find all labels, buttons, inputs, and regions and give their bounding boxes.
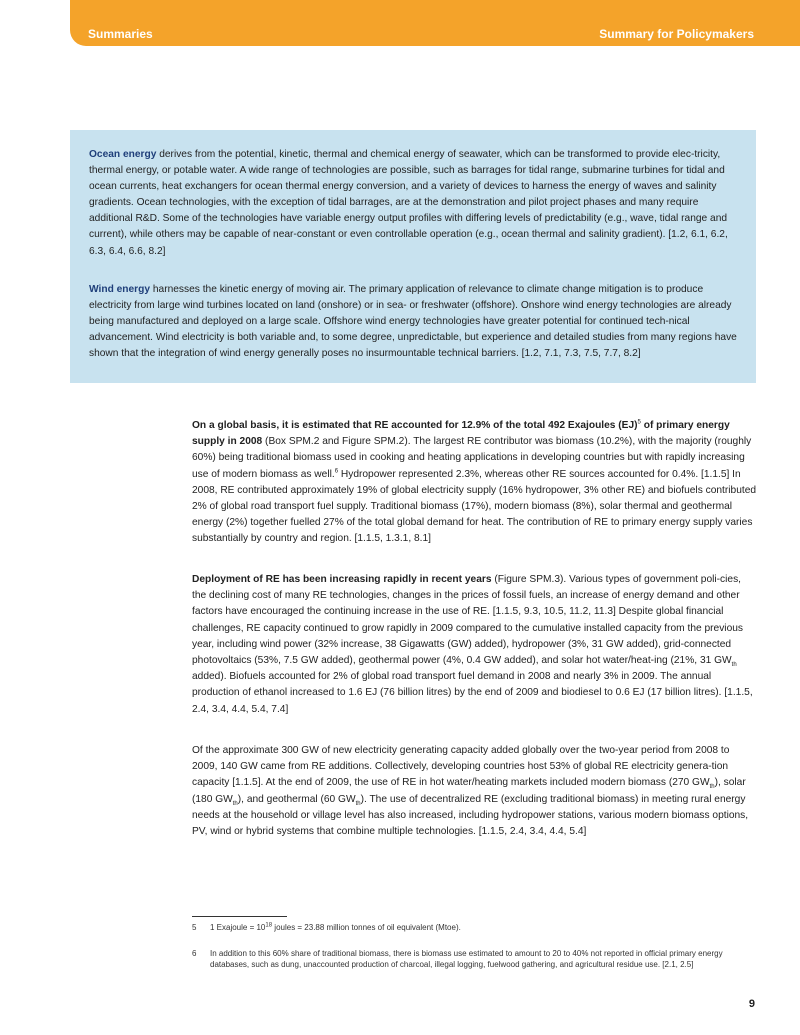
global-share-lead-a: On a global basis, it is estimated that RE accounted for 12.9% of the total 492 Exajoules (EJ) [192, 420, 638, 431]
deployment-text-b: added). Biofuels accounted for 2% of global road transport fuel demand in 2008 and nearly 3% in 2009. The annual production of ethanol increased to 1.6 EJ (76 billion litres) by the end of 2009 and biodiesel to 0.6 EJ (17 billion litres). [1.1.5, 2.4, 3.4, 4.4, 5.4, 7.4] [192, 671, 753, 715]
deployment-lead: Deployment of RE has been increasing rapidly in recent years [192, 574, 492, 585]
footnote-text-b: joules = 23.88 million tonnes of oil equivalent (Mtoe). [272, 923, 461, 932]
page-number: 9 [748, 998, 755, 1010]
footnote-number: 5 [192, 923, 197, 932]
global-share-text-a: (Box SPM.2 and Figure SPM.2). The largest RE contributor was biomass (10.2%), with the majority (roughly 60%) being traditional biomass used in cooking and heating applications in developing countries but with rapidly increasing use of modern biomass as well. [192, 436, 752, 480]
running-header [70, 0, 800, 46]
exponent: 18 [265, 922, 273, 929]
wind-energy-text: harnesses the kinetic energy of moving air. The primary application of relevance to climate change mitigation is to produce electricity from large wind turbines located on land (onshore) or in sea- or freshwater (offshore). Onshore wind energy technologies are already being manufactured and deployed on a large scale. Offshore wind energy technologies have greater potential for continued tech-nical advancement. Wind electricity is both variable and, to some degree, unpredictable, but experience and detailed studies from many regions have shown that the integration of wind energy generally poses no insurmountable technical barriers. [1.2, 7.1, 7.3, 7.5, 7.7, 8.2] [89, 284, 737, 360]
deployment-paragraph [192, 572, 757, 718]
capacity-text-c: ), and geothermal (60 GW [237, 793, 356, 805]
ocean-energy-paragraph [89, 147, 739, 260]
thermal-subscript: th [709, 784, 715, 791]
footnote-text-a: 1 Exajoule = 10 [210, 923, 266, 932]
footnote-text [210, 922, 757, 933]
footnote-ref-6: 6 [334, 468, 339, 475]
footnote-ref-5: 5 [637, 419, 641, 426]
thermal-subscript: th [355, 800, 361, 807]
footnote-text: In addition to this 60% share of traditional biomass, there is biomass use estimated to amount to 20 to 40% not reported in official primary energy databases, such as dung, unaccounted production of charcoal, illegal logging, fuelwood gathering, and agricultural residue use. [2.1, 2.5] [210, 949, 723, 969]
header-section-label: Summaries [88, 27, 153, 41]
footnote-divider [192, 916, 287, 917]
ocean-energy-term: Ocean energy [89, 149, 157, 160]
wind-energy-term: Wind energy [89, 284, 151, 295]
footnote-number: 6 [192, 949, 197, 958]
thermal-subscript: th [731, 662, 737, 669]
global-share-paragraph [192, 418, 757, 548]
technology-summary-box [70, 130, 756, 383]
capacity-text-a: Of the approximate 300 GW of new electricity generating capacity added globally over the two-year period from 2008 to 2009, 140 GW came from RE additions. Collectively, developing countries host 53% of global RE electricity genera-tion capacity [1.1.5]. At the end of 2009, the use of RE in hot water/heating markets included modern biomass (270 GW [192, 745, 730, 789]
capacity-text-d: ). The use of decentralized RE (excluding traditional biomass) in meeting rural energy needs at the household or village level has also increased, including hydropower stations, various modern biomass options, PV, wind or hybrid systems that combine multiple technologies. [1.1.5, 2.4, 3.4, 4.4, 5.4] [192, 793, 749, 838]
global-share-lead-b: of primary energy supply in 2008 [192, 420, 730, 448]
capacity-text-b: ), solar (180 GW [192, 777, 746, 805]
capacity-paragraph [192, 743, 757, 840]
thermal-subscript: th [232, 800, 238, 807]
global-share-text-b: Hydropower represented 2.3%, whereas other RE sources accounted for 0.4%. [1.1.5] In 2008, RE contributed approximately 19% of global electricity supply (16% hydropower, 3% other RE) and biofuels contributed 2% of global road transport fuel supply. Traditional biomass (17%), modern biomass (8%), solar thermal and geothermal energy (2%) together fuelled 27% of the total global demand for heat. The contribution of RE to primary energy supply varies substantially by country and region. [1.1.5, 1.3.1, 8.1] [192, 468, 757, 545]
footnote-6 [192, 948, 757, 970]
deployment-text-a: (Figure SPM.3). Various types of government poli-cies, the declining cost of many RE technologies, changes in the prices of fossil fuels, an increase of energy demand and other factors have encouraged the continuing increase in the use of RE. [1.1.5, 9.3, 10.5, 11.2, 11.3] Despite global financial challenges, RE capacity continued to grow rapidly in 2009 compared to the cumulative installed capacity from the previous year, including wind power (32% increase, 38 Gigawatts (GW) added), hydropower (3%, 31 GW added), grid-connected photovoltaics (53%, 7.5 GW added), geothermal power (4%, 0.4 GW added), and solar hot water/heat-ing (21%, 31 GW [192, 574, 743, 667]
wind-energy-paragraph [89, 282, 739, 362]
header-document-title: Summary for Policymakers [599, 27, 754, 41]
footnote-5 [192, 922, 757, 933]
ocean-energy-text: derives from the potential, kinetic, thermal and chemical energy of seawater, which can be transformed to provide elec-tricity, thermal energy, or potable water. A wide range of technologies are possible, such as barrages for tidal range, submarine turbines for tidal and ocean currents, heat exchangers for ocean thermal energy conversion, and a variety of devices to harness the energy of waves and salinity gradients. Ocean technologies, with the exception of tidal barrages, are at the demonstration and pilot project phases and many require additional R&D. Some of the technologies have variable energy output profiles with differing levels of predictability (e.g., wave, tidal range and current), while others may be capable of near-constant or even controllable operation (e.g., ocean thermal and salinity gradient). [1.2, 6.1, 6.2, 6.3, 6.4, 6.6, 8.2] [89, 149, 728, 257]
